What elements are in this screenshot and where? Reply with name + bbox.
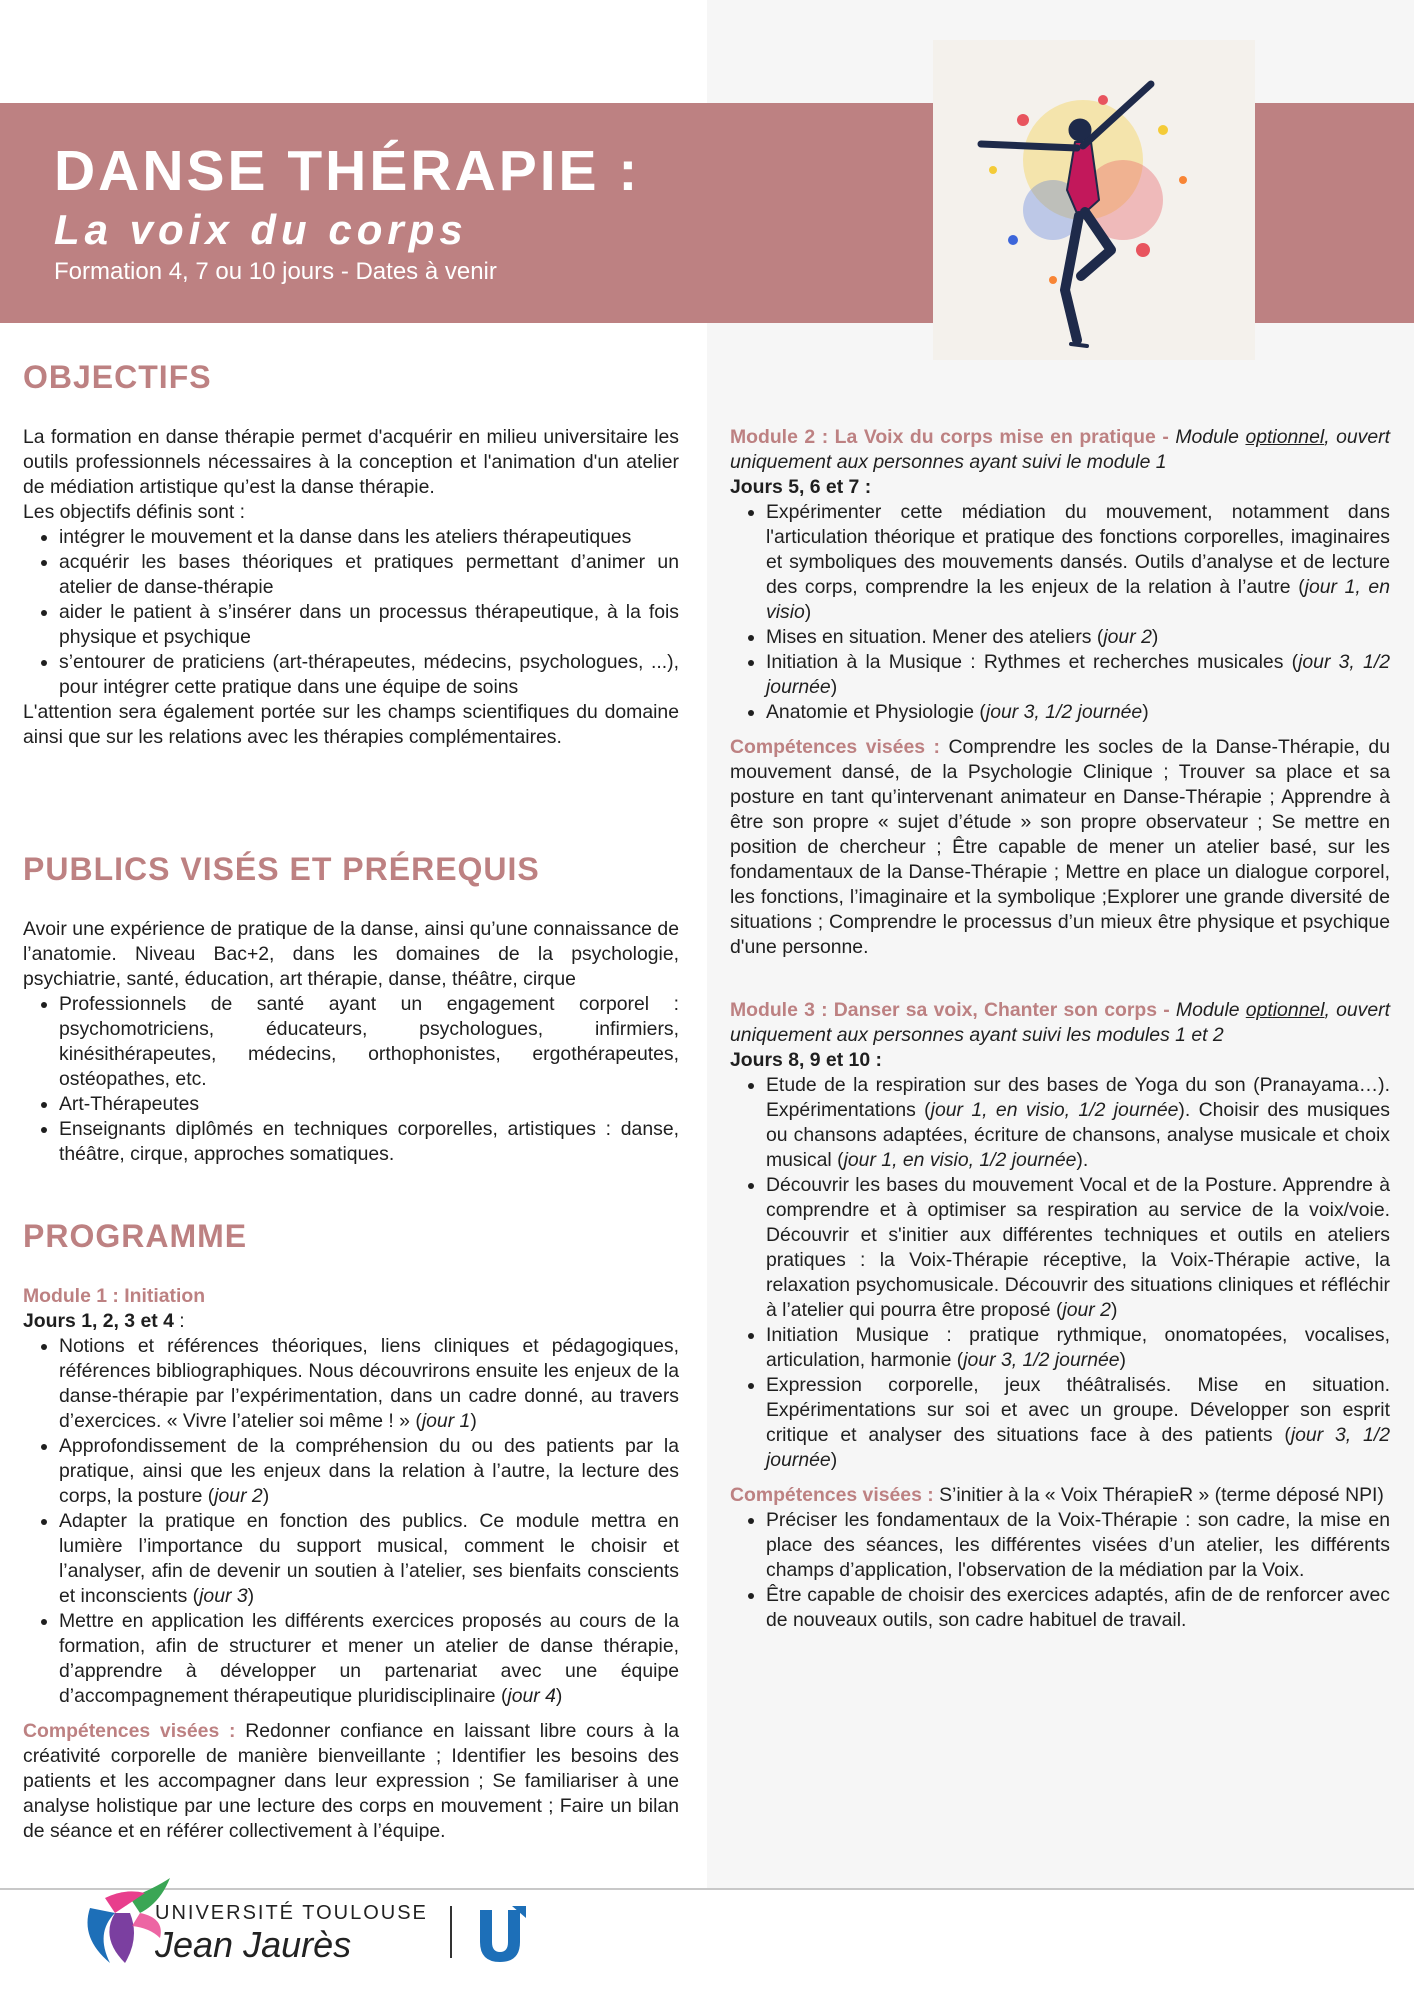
module3-section (730, 998, 1390, 1633)
publics-list (23, 992, 679, 1167)
list-item: • Art-Thérapeutes (59, 1092, 679, 1117)
module3-competences: Compétences visées : S’initier à la « Voix ThérapieR » (terme déposé NPI) (730, 1484, 1384, 1506)
objectifs-outro: L'attention sera également portée sur les champs scientifiques du domaine ainsi que sur les relations avec les thérapies complémentaires. (23, 701, 679, 748)
list-item: • Approfondissement de la compréhension du ou des patients par la pratique, ainsi que les enjeux dans la relation à l’autre, la lecture des corps, la posture (jour 2) (59, 1434, 679, 1509)
objectifs-lead: Les objectifs définis sont : (23, 501, 246, 523)
module1-title: Module 1 : Initiation (23, 1285, 206, 1307)
module1-section: Module 1 : Initiation Jours 1, 2, 3 et 4 : • Notions et références théoriques, liens cliniques et pédagogiques, références bibliographiques. Nous découvrirons ensuite les enjeux de la danse-thérapie par l’expérimentation, dans un cadre donné, au travers d’exercices. « Vivre l’atelier soi même ! » (jour 1) • Approfondissement de la compréhension du ou des patients par la pratique, ainsi que les enjeux dans la relation à l’autre, la lecture des corps, la posture (jour 2) • Adapter la pratique en fonction des publics. Ce module mettra en lumière l’importance du support musical, comment le choisir et l’analyser, afin de devenir un soutien à l’atelier, ses bienfaits conscients et inconscients (jour 3) • Mettre en application les différents exercices proposés au cours de la formation, afin de structurer et mener un atelier de danse thérapie, d’apprendre à développer un partenariat avec une équipe d’accompagnement thérapeutique pluridisciplinaire (jour 4) Compétences visées : Redonner confiance en laissant libre cours à la créativité corporelle de manière bienveillante ; Identifier les besoins des patients et les accompagner dans leur expression ; Se familiariser à une analyse holistique par une lecture des corps en mouvement ; Faire un bilan de séance et en référer collectivement à l’équipe. (23, 1284, 679, 1844)
list-item: • aider le patient à s’insérer dans un processus thérapeutique, à la fois physique et psychique (59, 600, 679, 650)
module2-competences: Compétences visées : Comprendre les socles de la Danse-Thérapie, du mouvement dansé, de la Psychologie Clinique ; Trouver sa place et sa posture en tant qu’intervenant animateur en Danse-Thérapie ; Apprendre à être son propre « sujet d’étude » son propre observateur ; Se mettre en position de chercheur ; Être capable de mener un atelier basé, sur les fondamentaux de la Danse-Thérapie ; Mettre en place un dialogue corporel, les fonctions, l’imaginaire et la symbolique ;Explorer une grande diversité de situations ; Comprendre le processus d’un mieux être physique et psychique d'une personne. (730, 736, 1390, 958)
module3-title: Module 3 : Danser sa voix, Chanter son corps - Module optionnel, ouvert uniquement aux personnes ayant suivi les modules 1 et 2 (730, 999, 1390, 1046)
u-logo-icon (470, 1904, 530, 1964)
module3-competences-list (730, 1508, 1390, 1633)
page-title: DANSE THÉRAPIE : (54, 139, 641, 203)
module2-section (730, 425, 1390, 960)
objectifs-section (23, 425, 679, 750)
page-subtitle: La voix du corps (54, 206, 468, 253)
list-item: • Initiation à la Musique : Rythmes et recherches musicales (jour 3, 1/2 journée) (766, 650, 1390, 700)
objectifs-intro: La formation en danse thérapie permet d'acquérir en milieu universitaire les outils professionnels nécessaires à la conception et l'animation d'un atelier de médiation artistique qu’est la danse thérapie. (23, 426, 679, 498)
list-item: • Notions et références théoriques, liens cliniques et pédagogiques, références bibliographiques. Nous découvrirons ensuite les enjeux de la danse-thérapie par l’expérimentation, dans un cadre donné, au travers d’exercices. « Vivre l’atelier soi même ! » (jour 1) (59, 1334, 679, 1434)
list-item: • Professionnels de santé ayant un engagement corporel : psychomotriciens, éducateurs, psychologues, infirmiers, kinésithérapeutes, médecins, orthophonistes, ergothérapeutes, ostéopathes, etc. (59, 992, 679, 1092)
logo-separator (450, 1906, 452, 1958)
publics-intro: Avoir une expérience de pratique de la danse, ainsi qu’une connaissance de l’anatomie. Niveau Bac+2, dans les domaines de la psychologie, psychiatrie, santé, éducation, art thérapie, danse, théâtre, cirque (23, 918, 679, 990)
university-name-bottom: Jean Jaurès (155, 1924, 352, 1965)
list-item: • Mettre en application les différents exercices proposés au cours de la formation, afin de structurer et mener un atelier de danse thérapie, d’apprendre à développer un partenariat avec une équipe d’accompagnement thérapeutique pluridisciplinaire (jour 4) (59, 1609, 679, 1709)
list-item: • Expression corporelle, jeux théâtralisés. Mise en situation. Expérimentations sur soi et avec un groupe. Développer son esprit critique et analyser des situations face à des patients (jour 3, 1/2 journée) (766, 1373, 1390, 1473)
list-item: • Adapter la pratique en fonction des publics. Ce module mettra en lumière l’importance du support musical, comment le choisir et l’analyser, afin de devenir un soutien à l’atelier, ses bienfaits conscients et inconscients (jour 3) (59, 1509, 679, 1609)
university-name-top: UNIVERSITÉ TOULOUSE (155, 1902, 428, 1924)
list-item: • Préciser les fondamentaux de la Voix-Thérapie : son cadre, la mise en place des séances, les différentes visées d’un atelier, les différents champs d’application, l'observation de la médiation par la Voix. (766, 1508, 1390, 1583)
module2-days: Jours 5, 6 et 7 : (730, 476, 872, 498)
objectifs-list (23, 525, 679, 700)
module1-days: Jours 1, 2, 3 et 4 (23, 1310, 174, 1332)
list-item: • Découvrir les bases du mouvement Vocal et de la Posture. Apprendre à comprendre et à optimiser sa respiration au service de la voix/voie. Découvrir et s'initier aux différentes techniques et outils en ateliers pratiques : la Voix-Thérapie réceptive, la Voix-Thérapie active, la relaxation psychomusicale. Découvrir des situations cliniques et réfléchir à l’atelier qui pourra être proposé (jour 2) (766, 1173, 1390, 1323)
list-item: • acquérir les bases théoriques et pratiques permettant d’animer un atelier de danse-thérapie (59, 550, 679, 600)
list-item: • s’entourer de praticiens (art-thérapeutes, médecins, psychologues, ...), pour intégrer cette pratique dans une équipe de soins (59, 650, 679, 700)
module3-list (730, 1073, 1390, 1473)
programme-heading: PROGRAMME (23, 1218, 248, 1254)
list-item: • intégrer le mouvement et la danse dans les ateliers thérapeutiques (59, 525, 679, 550)
list-item: • Etude de la respiration sur des bases de Yoga du son (Pranayama…). Expérimentations (jour 1, en visio, 1/2 journée). Choisir des musiques ou chansons adaptées, écriture de chansons, analyse musicale et choix musical (jour 1, en visio, 1/2 journée). (766, 1073, 1390, 1173)
list-item: • Enseignants diplômés en techniques corporelles, artistiques : danse, théâtre, cirque, approches somatiques. (59, 1117, 679, 1167)
list-item: • Anatomie et Physiologie (jour 3, 1/2 journée) (766, 700, 1390, 725)
publics-heading: PUBLICS VISÉS ET PRÉREQUIS (23, 851, 540, 887)
objectifs-heading: OBJECTIFS (23, 359, 212, 395)
module2-title: Module 2 : La Voix du corps mise en pratique - Module optionnel, ouvert uniquement aux personnes ayant suivi le module 1 (730, 426, 1390, 473)
university-logo (70, 1868, 540, 1978)
list-item: • Initiation Musique : pratique rythmique, onomatopées, vocalises, articulation, harmonie (jour 3, 1/2 journée) (766, 1323, 1390, 1373)
dancer-illustration (933, 40, 1255, 360)
module1-list (23, 1334, 679, 1709)
formation-dates: Formation 4, 7 ou 10 jours - Dates à venir (54, 258, 497, 285)
publics-section (23, 917, 679, 1167)
module1-competences: Compétences visées : Redonner confiance en laissant libre cours à la créativité corporelle de manière bienveillante ; Identifier les besoins des patients et les accompagner dans leur expression ; Se familiariser à une analyse holistique par une lecture des corps en mouvement ; Faire un bilan de séance et en référer collectivement à l’équipe. (23, 1720, 679, 1842)
module2-list (730, 500, 1390, 725)
module3-days: Jours 8, 9 et 10 : (730, 1049, 882, 1071)
list-item: • Expérimenter cette médiation du mouvement, notamment dans l'articulation théorique et pratique des fonctions corporelles, imaginaires et symboliques des mouvements dansés. Outils d’analyse et de lecture des corps, comprendre la les enjeux de la relation à l’autre (jour 1, en visio) (766, 500, 1390, 625)
list-item: • Mises en situation. Mener des ateliers (jour 2) (766, 625, 1390, 650)
list-item: • Être capable de choisir des exercices adaptés, afin de de renforcer avec de nouveaux outils, son cadre habituel de travail. (766, 1583, 1390, 1633)
